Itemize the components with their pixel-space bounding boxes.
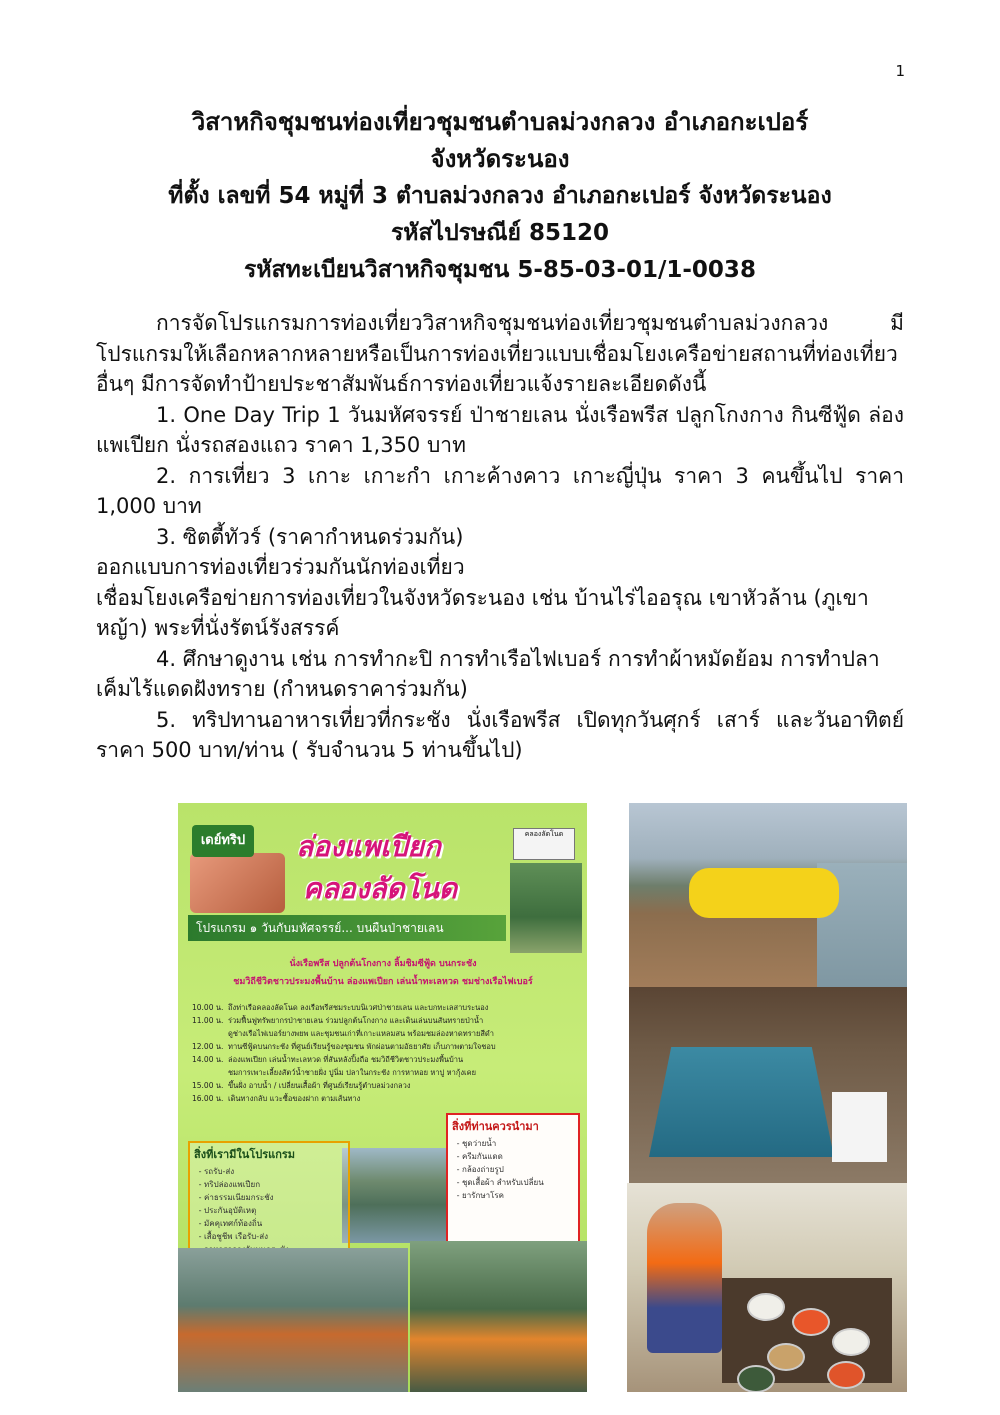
document-header: [0, 104, 1000, 289]
white-chair: [832, 1092, 887, 1162]
group-yellow-shirts: [689, 868, 839, 918]
postal-code: รหัสไปรษณีย์ 85120: [390, 220, 610, 246]
list-item: - ครีมกันแดด: [462, 1150, 578, 1163]
poster-title-2: คลองลัดโนด: [303, 872, 458, 905]
list-item: - เสื้อชูชีพ เรือรับ-ส่ง: [204, 1230, 348, 1243]
org-name: วิสาหกิจชุมชนท่องเที่ยวชุมชนตำบลม่วงกลวง อำเภอกะเปอร์: [191, 108, 809, 136]
program-item-4: 4. ศึกษาดูงาน เช่น การทำกะปิ การทำเรือไฟเบอร์ การทำผ้าหมัดย้อม การทำปลาเค็มไร้แดดฝังทราย (กำหนดราคาร่วมกัน): [96, 646, 880, 701]
schedule-row: 16.00 น. เดินทางกลับ แวะซื้อของฝาก ตามเส้นทาง: [192, 1094, 361, 1103]
program-item-1: 1. One Day Trip 1 วันมหัศจรรย์ ป่าชายเลน นั่งเรือพรีส ปลูกโกงกาง กินซีฟู้ด ล่องแพเปียก นั่งรถสองแถว ราคา 1,350 บาท: [96, 402, 904, 457]
schedule-row: ดูช่างเรือไฟเบอร์ยางพยพ และชุมชนเก่าที่เกาะแหลมสน พร้อมชมล่องหาดทรายสีดำ: [228, 1029, 495, 1038]
dish: [747, 1293, 785, 1321]
person-life-jacket: [647, 1203, 722, 1353]
program-item-3-line2: ออกแบบการท่องเที่ยวร่วมกันนักท่องเที่ยว: [96, 555, 465, 579]
intro-paragraph: การจัดโปรแกรมการท่องเที่ยววิสาหกิจชุมชนท่องเที่ยวชุมชนตำบลม่วงกลวง มีโปรแกรมให้เลือกหลากหลายหรือเป็นการท่องเที่ยวแบบเชื่อมโยงเครือข่ายสถานที่ท่องเที่ยวอื่นๆ มีการจัดทำป้ายประชาสัมพันธ์การท่องเที่ยวแจ้งรายละเอียดดังนี้: [96, 311, 904, 396]
tags-line-1: นั่งเรือพรีส ปลูกต้นโกงกาง ลิ้มชิมซีฟู้ด บนกระชัง: [289, 959, 477, 969]
schedule-row: ชมการเพาะเลี้ยงสัตว์น้ำชายฝั่ง ปูนิ่ม ปลาในกระชัง การหาหอย หาปู หากุ้งเคย: [228, 1068, 477, 1077]
tent: [649, 1047, 834, 1157]
aerial-photo: [342, 1148, 452, 1243]
schedule-row: 15.00 น. ขึ้นฝั่ง อาบน้ำ / เปลี่ยนเสื้อผ้า ที่ศูนย์เรียนรู้ตำบลม่วงกลวง: [192, 1081, 411, 1090]
boat-tourists-photo: [410, 1241, 587, 1392]
program-item-3: 3. ซิตตี้ทัวร์ (ราคากำหนดร่วมกัน): [156, 524, 464, 549]
registration-code: รหัสทะเบียนวิสาหกิจชุมชน 5-85-03-01/1-0038: [244, 257, 756, 283]
page-number: 1: [895, 62, 905, 80]
list-item: - รถรับ-ส่ง: [204, 1165, 348, 1178]
list-item: - มัคคุเทศก์ท้องถิ่น: [204, 1217, 348, 1230]
address: ที่ตั้ง เลขที่ 54 หมู่ที่ 3 ตำบลม่วงกลวง อำเภอกะเปอร์ จังหวัดระนอง: [168, 183, 832, 209]
dish: [832, 1328, 870, 1356]
poster-title-1: ล่องแพเปียก: [296, 830, 441, 863]
bring-title: สิ่งที่ท่านควรนำมา: [452, 1120, 539, 1133]
dish: [737, 1365, 775, 1392]
list-item: - กล้องถ่ายรูป: [462, 1163, 578, 1176]
included-title: สิ่งที่เรามีในโปรแกรม: [194, 1148, 296, 1161]
program-item-3-line3: เชื่อมโยงเครือข่ายการท่องเที่ยวในจังหวัดระนอง เช่น บ้านไร่ไออรุณ เขาหัวล้าน (ภูเขาหญ้า) พระที่นั่งรัตน์รังสรรค์: [96, 585, 869, 640]
program-item-2: 2. การเที่ยว 3 เกาะ เกาะกำ เกาะค้างคาว เกาะญี่ปุ่น ราคา 3 คนขึ้นไป ราคา 1,000 บาท: [96, 463, 904, 518]
dish: [827, 1361, 865, 1389]
group-photo: [190, 853, 285, 913]
schedule-row: 14.00 น. ล่องแพเปียก เล่นน้ำทะเลหวด ที่สันหลังปิ้งถือ ชมวิถีชีวิตชาวประมงพื้นบ้าน: [192, 1055, 464, 1064]
seafood-photo: [627, 1183, 907, 1392]
dish: [767, 1343, 805, 1371]
list-item: - ประกันอุบัติเหตุ: [204, 1204, 348, 1217]
dish: [792, 1308, 830, 1336]
activity-tags: [188, 955, 578, 991]
schedule-row: 10.00 น. ถึงท่าเรือคลองลัดโนด ลงเรือพรีสชมระบบนิเวศป่าชายเลน และบกทะเลสาบระนอง: [192, 1003, 489, 1012]
schedule: [192, 1001, 572, 1105]
body-text: [96, 308, 904, 766]
list-item: - ยารักษาโรค: [462, 1189, 578, 1202]
schedule-row: 12.00 น. ทานซีฟู้ดบนกระชัง ที่ศูนย์เรียนรู้ของชุมชน พักผ่อนตามอัธยาศัย เก็บภาพตามใจชอบ: [192, 1042, 496, 1051]
list-item: - ทริปล่องแพเปียก: [204, 1178, 348, 1191]
boat-photo: [510, 863, 582, 953]
program-banner: โปรแกรม ๑ วันกับมหัศจรรย์... บนผืนป่าชายเลน: [188, 915, 506, 941]
schedule-row: 11.00 น. ร่วมฟื้นฟูทรัพยากรป่าชายเลน ร่วมปลูกต้นโกงกาง และเดินเล่นบนสันทรายป่าน้ำ: [192, 1016, 484, 1025]
tags-line-2: ชมวิถีชีวิตชาวประมงพื้นบ้าน ล่องแพเปียก เล่นน้ำทะเลหวด ชมช่างเรือไฟเบอร์: [233, 977, 533, 987]
rafting-photo: [178, 1248, 408, 1392]
program-item-5: 5. ทริปทานอาหารเที่ยวที่กระชัง นั่งเรือพรีส เปิดทุกวันศุกร์ เสาร์ และวันอาทิตย์ ราคา 500 บาท/ท่าน ( รับจำนวน 5 ท่านขึ้นไป): [96, 707, 904, 762]
tour-poster: [178, 803, 587, 1392]
list-item: - ค่าธรรมเนียมกระชัง: [204, 1191, 348, 1204]
tent-photo: [629, 987, 907, 1183]
dock-photo: [629, 803, 907, 987]
bring-list: [448, 1137, 578, 1202]
province: จังหวัดระนอง: [430, 145, 570, 173]
list-item: - ชุดว่ายน้ำ: [462, 1137, 578, 1150]
signboard: คลองลัดโนด: [513, 828, 575, 860]
bring-box: [446, 1113, 580, 1245]
daytrip-badge: เดย์ทริป: [192, 825, 254, 857]
list-item: - ชุดเสื้อผ้า สำหรับเปลี่ยน: [462, 1176, 578, 1189]
